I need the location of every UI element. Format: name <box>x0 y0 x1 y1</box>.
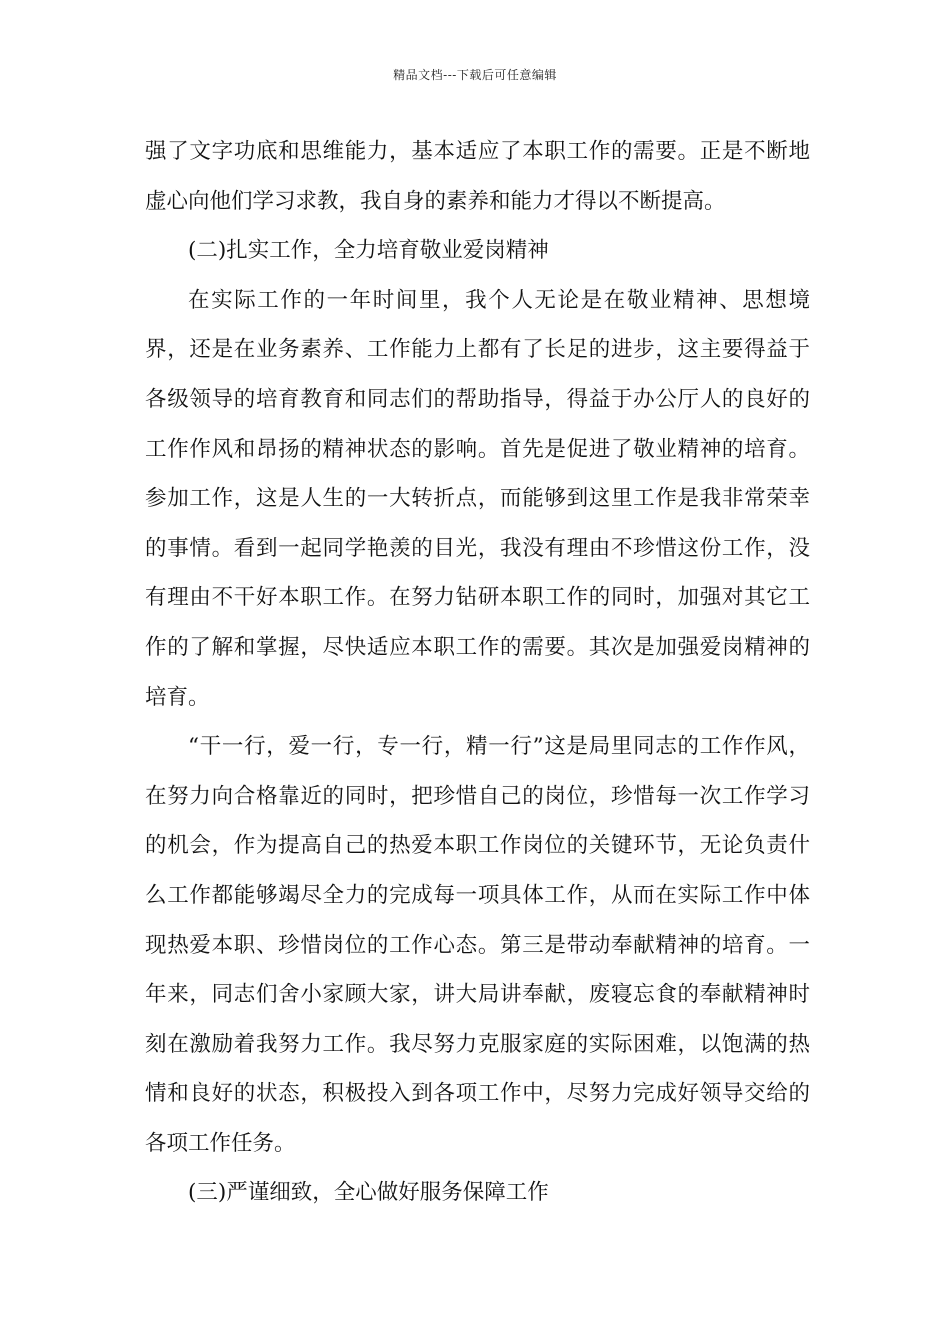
paragraph-continuation: 强了文字功底和思维能力，基本适应了本职工作的需要。正是不断地虚心向他们学习求教，我自身的素养和能力才得以不断提高。 <box>145 139 810 214</box>
body-text <box>145 127 810 1218</box>
paragraph-work-style: “干一行，爱一行，专一行，精一行”这是局里同志的工作作风，在努力向合格靠近的同时，把珍惜自己的岗位，珍惜每一次工作学习的机会，作为提高自己的热爱本职工作岗位的关键环节，无论负责什么工作都能够竭尽全力的完成每一项具体工作，从而在实际工作中体现热爱本职、珍惜岗位的工作心态。第三是带动奉献精神的培育。一年来，同志们舍小家顾大家，讲大局讲奉献，废寝忘食的奉献精神时刻在激励着我努力工作。我尽努力克服家庭的实际困难，以饱满的热情和良好的状态，积极投入到各项工作中，尽努力完成好领导交给的各项工作任务。 <box>145 734 810 1156</box>
page-header: 精品文档---下载后可任意编辑 <box>393 68 557 82</box>
section-heading-three: (三)严谨细致，全心做好服务保障工作 <box>188 1180 549 1206</box>
section-heading-two: (二)扎实工作，全力培育敬业爱岗精神 <box>188 238 549 264</box>
paragraph-dedication: 在实际工作的一年时间里，我个人无论是在敬业精神、思想境界，还是在业务素养、工作能力上都有了长足的进步，这主要得益于各级领导的培育教育和同志们的帮助指导，得益于办公厅人的良好的工作作风和昂扬的精神状态的影响。首先是促进了敬业精神的培育。参加工作，这是人生的一大转折点，而能够到这里工作是我非常荣幸的事情。看到一起同学艳羡的目光，我没有理由不珍惜这份工作，没有理由不干好本职工作。在努力钻研本职工作的同时，加强对其它工作的了解和掌握，尽快适应本职工作的需要。其次是加强爱岗精神的培育。 <box>145 287 810 710</box>
